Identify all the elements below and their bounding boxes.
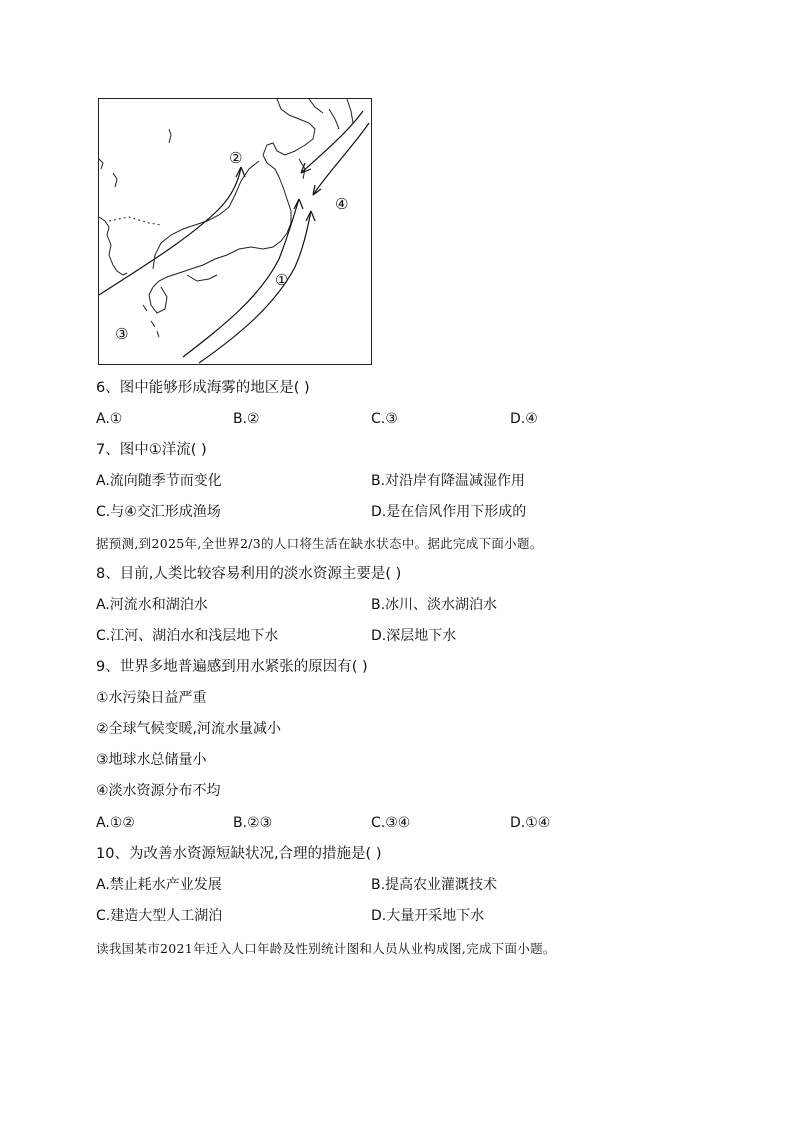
intro-migration-chart: 读我国某市2021年迁入人口年龄及性别统计图和人员从业构成图,完成下面小题。 — [96, 941, 556, 956]
q10-option-a[interactable]: A.禁止耗水产业发展 — [96, 877, 222, 893]
q10-option-c[interactable]: C.建造大型人工湖泊 — [96, 908, 223, 924]
map-drawing — [99, 99, 372, 365]
map-label-4: ④ — [335, 195, 349, 213]
q9-item-4: ④淡水资源分布不均 — [96, 783, 221, 799]
q7-option-d[interactable]: D.是在信风作用下形成的 — [371, 504, 527, 520]
q7-option-c[interactable]: C.与④交汇形成渔场 — [96, 504, 221, 520]
ocean-current-map — [98, 98, 372, 365]
q7-stem: 7、图中①洋流( ) — [96, 442, 207, 458]
q10-option-b[interactable]: B.提高农业灌溉技术 — [371, 877, 498, 893]
q10-stem: 10、为改善水资源短缺状况,合理的措施是( ) — [96, 846, 382, 862]
q9-item-3: ③地球水总储量小 — [96, 752, 207, 768]
q6-option-b[interactable]: B.② — [233, 411, 260, 427]
map-label-3: ③ — [115, 325, 129, 343]
map-label-1: ① — [275, 271, 289, 289]
q9-option-b[interactable]: B.②③ — [233, 815, 273, 831]
q6-option-c[interactable]: C.③ — [371, 411, 398, 427]
q9-option-c[interactable]: C.③④ — [371, 815, 411, 831]
q9-item-2: ②全球气候变暖,河流水量减小 — [96, 721, 282, 737]
q8-stem: 8、目前,人类比较容易利用的淡水资源主要是( ) — [96, 566, 402, 582]
q6-option-d[interactable]: D.④ — [510, 411, 538, 427]
q9-item-1: ①水污染日益严重 — [96, 690, 207, 706]
q8-option-d[interactable]: D.深层地下水 — [371, 628, 457, 644]
map-label-2: ② — [229, 149, 243, 167]
q6-stem: 6、图中能够形成海雾的地区是( ) — [96, 380, 310, 396]
q8-option-a[interactable]: A.河流水和湖泊水 — [96, 597, 208, 613]
q9-option-a[interactable]: A.①② — [96, 815, 135, 831]
q7-option-a[interactable]: A.流向随季节而变化 — [96, 473, 222, 489]
q10-option-d[interactable]: D.大量开采地下水 — [371, 908, 485, 924]
q8-option-c[interactable]: C.江河、湖泊水和浅层地下水 — [96, 628, 279, 644]
q9-option-d[interactable]: D.①④ — [510, 815, 551, 831]
q8-option-b[interactable]: B.冰川、淡水湖泊水 — [371, 597, 498, 613]
q9-stem: 9、世界多地普遍感到用水紧张的原因有( ) — [96, 659, 368, 675]
intro-water-shortage: 据预测,到2025年,全世界2/3的人口将生活在缺水状态中。据此完成下面小题。 — [96, 536, 543, 551]
q6-option-a[interactable]: A.① — [96, 411, 123, 427]
q7-option-b[interactable]: B.对沿岸有降温减湿作用 — [371, 473, 526, 489]
